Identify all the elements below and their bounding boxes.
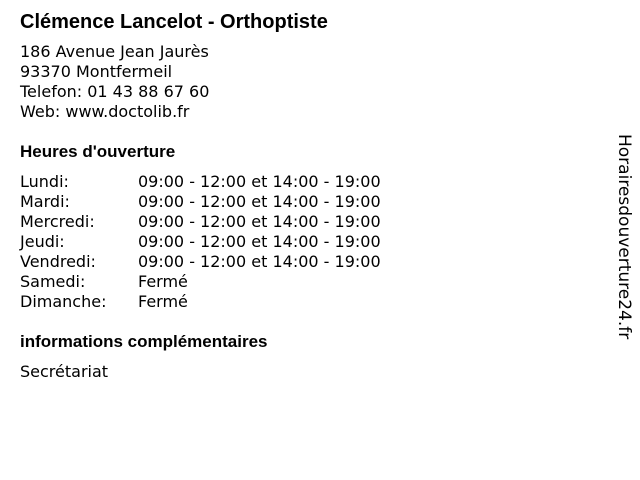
hours-row-wednesday [20,212,381,232]
hours-row-sunday [20,292,381,312]
day-label: Vendredi: [20,252,96,271]
page-title: Clémence Lancelot - Orthoptiste [20,11,328,33]
additional-info-heading: informations complémentaires [20,332,268,351]
additional-info-text: Secrétariat [20,362,109,381]
website: Web: www.doctolib.fr [20,102,190,121]
day-label: Mercredi: [20,212,95,231]
day-hours: 09:00 - 12:00 et 14:00 - 19:00 [138,172,381,191]
street-address: 186 Avenue Jean Jaurès [20,42,209,61]
day-hours: 09:00 - 12:00 et 14:00 - 19:00 [138,192,381,211]
site-watermark: Horairesdouverture24.fr [614,134,634,340]
opening-hours-heading: Heures d'ouverture [20,142,176,161]
day-label: Jeudi: [20,232,65,251]
day-hours: 09:00 - 12:00 et 14:00 - 19:00 [138,212,381,231]
hours-row-tuesday [20,192,381,212]
hours-row-saturday [20,272,381,292]
business-card [20,10,600,382]
day-label: Samedi: [20,272,86,291]
day-hours: 09:00 - 12:00 et 14:00 - 19:00 [138,232,381,251]
day-hours: Fermé [138,292,188,311]
opening-hours-table [20,172,381,312]
day-label: Lundi: [20,172,69,191]
city-address: 93370 Montfermeil [20,62,173,81]
day-hours: Fermé [138,272,188,291]
hours-row-monday [20,172,381,192]
hours-row-thursday [20,232,381,252]
address-block [20,42,600,122]
day-hours: 09:00 - 12:00 et 14:00 - 19:00 [138,252,381,271]
day-label: Mardi: [20,192,70,211]
phone-number: Telefon: 01 43 88 67 60 [20,82,210,101]
day-label: Dimanche: [20,292,107,311]
hours-row-friday [20,252,381,272]
